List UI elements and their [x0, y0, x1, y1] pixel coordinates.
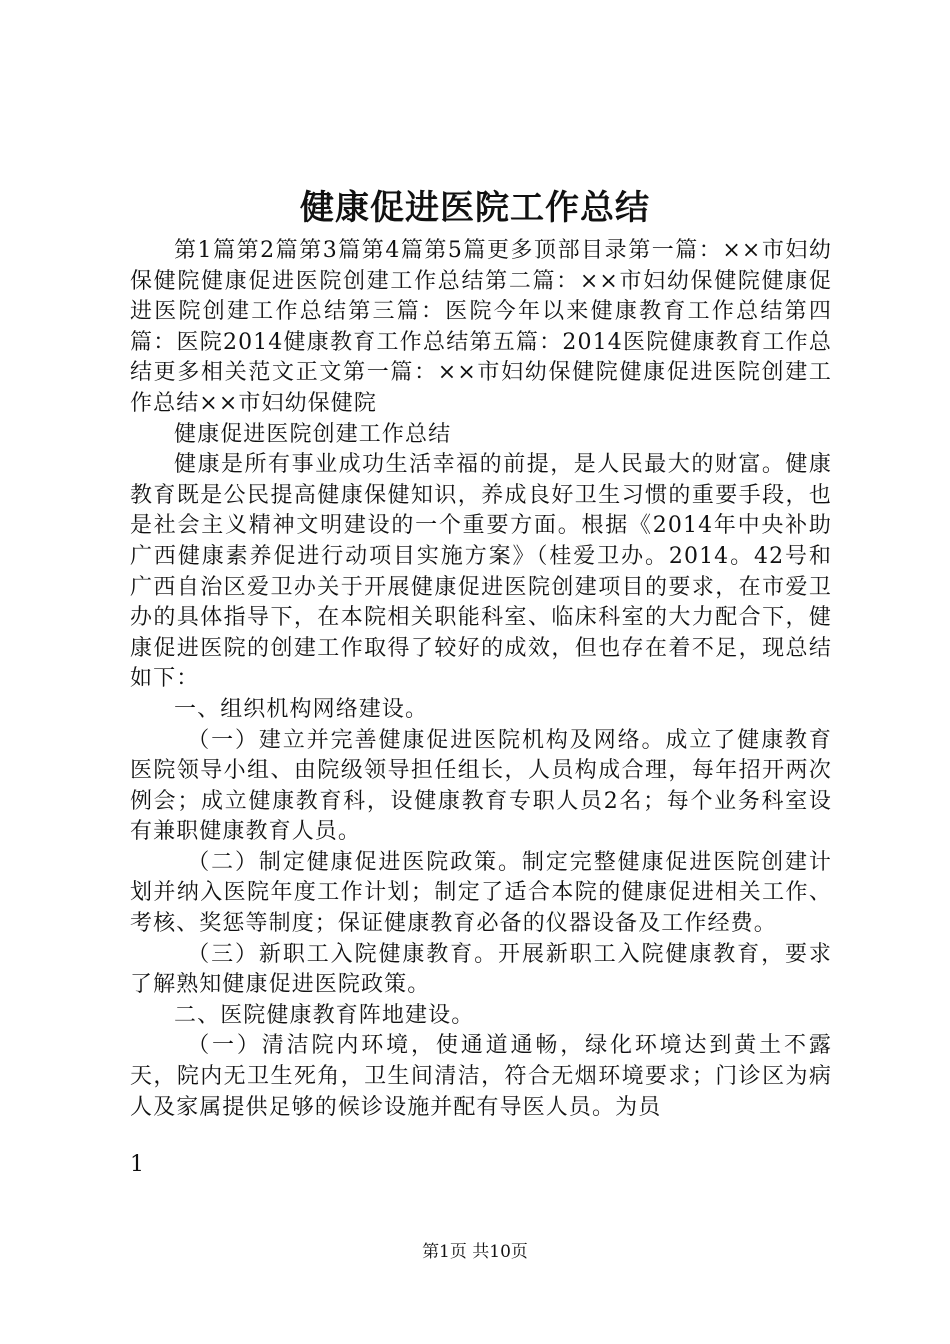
paragraph-1-3: （三）新职工入院健康教育。开展新职工入院健康教育，要求了解熟知健康促进医院政策。 — [130, 941, 832, 998]
paragraph-intro: 健康是所有事业成功生活幸福的前提，是人民最大的财富。健康教育既是公民提高健康保健知识，养成良好卫生习惯的重要手段，也是社会主义精神文明建设的一个重要方面。根据《2014年中央补助广西健康素养促进行动项目实施方案》（桂爱卫办。2014。42号和广西自治区爱卫办关于开展健康促进医院创建项目的要求，在市爱卫办的具体指导下，在本院相关职能科室、临床科室的大力配合下，健康促进医院的创建工作取得了较好的成效，但也存在着不足，现总结如下： — [130, 452, 832, 692]
paragraph-subtitle: 健康促进医院创建工作总结 — [174, 421, 452, 447]
paragraph-toc: 第1篇第2篇第3篇第4篇第5篇更多顶部目录第一篇：××市妇幼保健院健康促进医院创建工作总结第二篇：××市妇幼保健院健康促进医院创建工作总结第三篇：医院今年以来健康教育工作总结第四篇：医院2014健康教育工作总结第五篇：2014医院健康教育工作总结更多相关范文正文第一篇：××市妇幼保健院健康促进医院创建工作总结××市妇幼保健院 — [130, 238, 832, 416]
page-footer: 第1页 共10页 — [422, 1242, 528, 1262]
section-heading-1: 一、组织机构网络建设。 — [174, 696, 429, 722]
document-body — [130, 236, 832, 1123]
page-number: 1 — [130, 1152, 144, 1177]
paragraph-1-2: （二）制定健康促进医院政策。制定完整健康促进医院创建计划并纳入医院年度工作计划；制定了适合本院的健康促进相关工作、考核、奖惩等制度；保证健康教育必备的仪器设备及工作经费。 — [130, 849, 832, 937]
document-title: 健康促进医院工作总结 — [300, 188, 650, 228]
paragraph-1-1: （一）建立并完善健康促进医院机构及网络。成立了健康教育医院领导小组、由院级领导担任组长，人员构成合理，每年招开两次例会；成立健康教育科，设健康教育专职人员2名；每个业务科室设有兼职健康教育人员。 — [130, 727, 832, 845]
paragraph-2-1: （一）清洁院内环境，使通道通畅，绿化环境达到黄土不露天，院内无卫生死角，卫生间清洁，符合无烟环境要求；门诊区为病人及家属提供足够的候诊设施并配有导医人员。为员 — [130, 1033, 832, 1120]
section-heading-2: 二、医院健康教育阵地建设。 — [174, 1002, 475, 1028]
